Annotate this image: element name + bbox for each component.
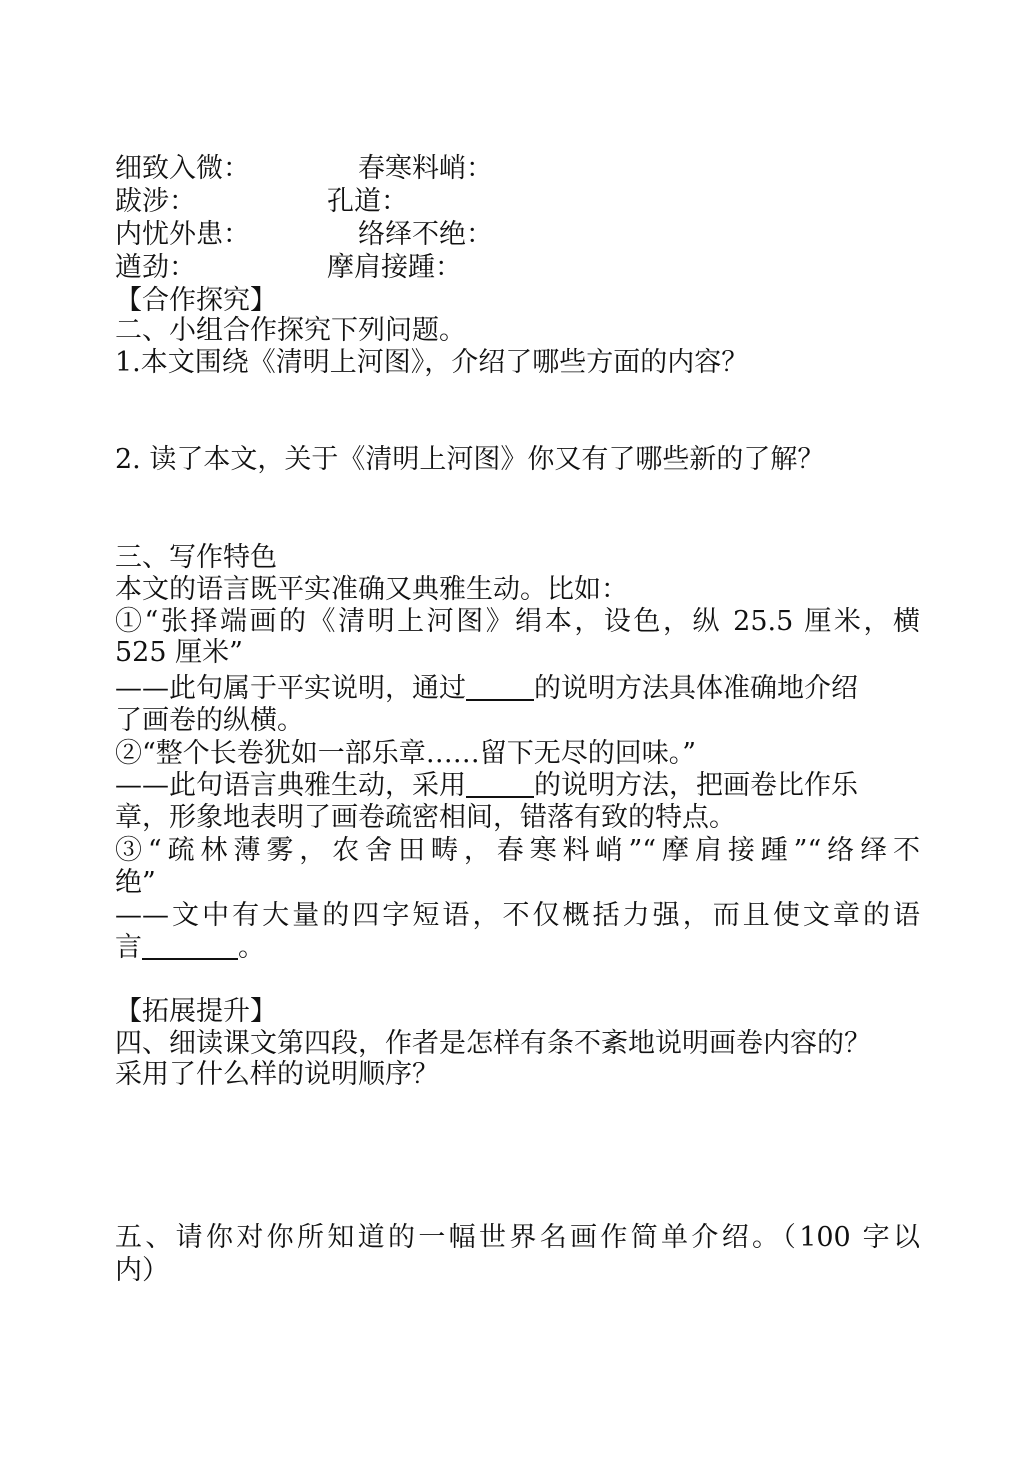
section-heading-2: 二、小组合作探究下列问题。 xyxy=(115,315,466,346)
vocab-term: 跋涉： xyxy=(115,186,196,217)
example-1-cont: 525 厘米” xyxy=(115,637,243,668)
vocab-row xyxy=(115,185,196,219)
vocab-term: 内忧外患： xyxy=(115,219,250,250)
question-2: 2. 读了本文，关于《清明上河图》你又有了哪些新的了解？ xyxy=(115,444,825,475)
vocab-term: 细致入微： xyxy=(115,153,250,184)
vocab-row xyxy=(115,218,250,252)
example-3-answer-cont xyxy=(115,931,265,965)
example-1-answer-cont: 了画卷的纵横。 xyxy=(115,705,304,736)
question-4: 四、细读课文第四段，作者是怎样有条不紊地说明画卷内容的？ xyxy=(115,1028,871,1059)
example-2-answer xyxy=(115,769,858,803)
vocab-term: 遒劲： xyxy=(115,252,196,283)
fill-blank[interactable] xyxy=(142,932,238,960)
fill-blank[interactable] xyxy=(466,770,534,798)
question-1: 1.本文围绕《清明上河图》，介绍了哪些方面的内容？ xyxy=(115,347,749,378)
example-1: ①“张择端画的《清明上河图》绢本，设色，纵 25.5 厘米，横 xyxy=(115,606,920,637)
answer-text: 的说明方法，把画卷比作乐 xyxy=(534,770,858,801)
vocab-row xyxy=(115,251,196,285)
answer-text: 言 xyxy=(115,932,142,963)
vocab-term: 摩肩接踵： xyxy=(327,252,462,283)
vocab-term: 春寒料峭： xyxy=(358,153,493,184)
section-header-extend: 【拓展提升】 xyxy=(115,996,277,1027)
fill-blank[interactable] xyxy=(466,673,534,701)
answer-text: 的说明方法具体准确地介绍 xyxy=(534,673,858,704)
example-3-cont: 绝” xyxy=(115,867,156,898)
question-4-cont: 采用了什么样的说明顺序？ xyxy=(115,1059,439,1090)
vocab-term: 络绎不绝： xyxy=(358,219,493,250)
question-5: 五、请你对你所知道的一幅世界名画作简单介绍。（100 字以 xyxy=(115,1222,920,1253)
section-heading-3: 三、写作特色 xyxy=(115,542,277,573)
answer-text: ——此句属于平实说明，通过 xyxy=(115,673,466,704)
answer-text: 。 xyxy=(238,932,265,963)
example-2: ②“整个长卷犹如一部乐章……留下无尽的回味。” xyxy=(115,738,697,769)
writing-intro: 本文的语言既平实准确又典雅生动。比如： xyxy=(115,574,628,605)
answer-text: ——此句语言典雅生动，采用 xyxy=(115,770,466,801)
vocab-row xyxy=(115,152,250,186)
example-3: ③“疏林薄雾，农舍田畴，春寒料峭”“摩肩接踵”“络绎不 xyxy=(115,835,920,866)
example-2-answer-cont: 章，形象地表明了画卷疏密相间，错落有致的特点。 xyxy=(115,802,736,833)
vocab-term: 孔道： xyxy=(327,186,408,217)
example-1-answer xyxy=(115,672,858,706)
section-header-coop: 【合作探究】 xyxy=(115,285,277,316)
question-5-cont: 内） xyxy=(115,1255,169,1286)
example-3-answer: ——文中有大量的四字短语，不仅概括力强，而且使文章的语 xyxy=(115,900,920,931)
